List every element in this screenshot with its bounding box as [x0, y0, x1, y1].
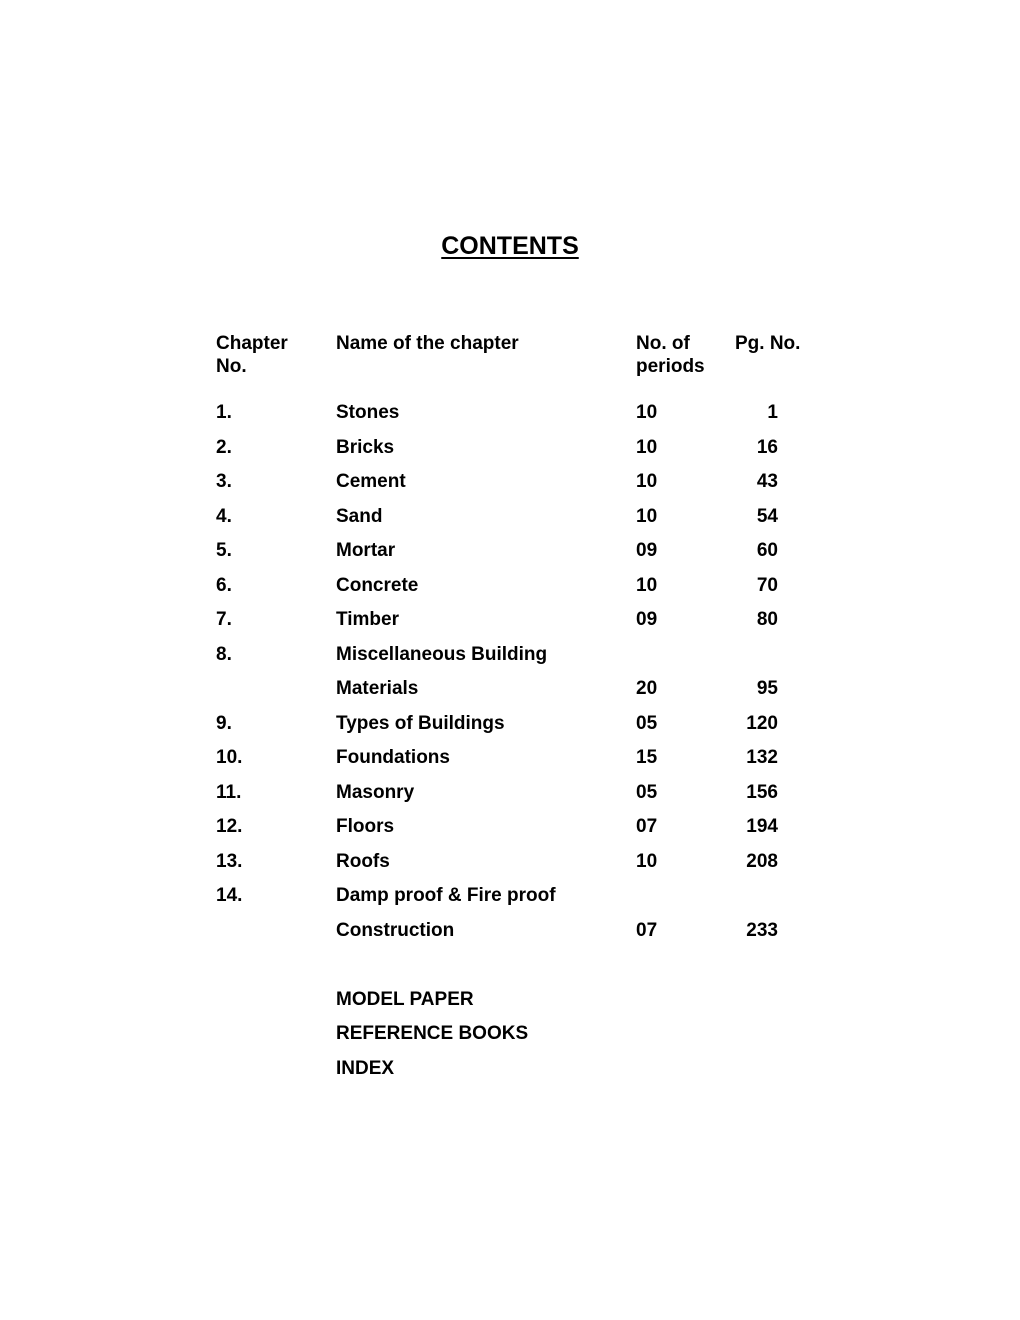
row-1-chapter-no: 1.	[216, 402, 232, 423]
row-11-chapter-name: Masonry	[336, 782, 415, 803]
row-3-page: 43	[756, 471, 778, 492]
header-chapter-no	[216, 332, 288, 378]
header-page-no: Pg. No.	[735, 333, 801, 354]
row-6-chapter-name: Concrete	[336, 575, 419, 596]
header-chapter-no-line-2: No.	[216, 356, 247, 377]
row-10-chapter-no: 10.	[216, 747, 243, 768]
row-14b-periods: 07	[636, 920, 658, 941]
row-8b-chapter-name: Materials	[336, 678, 419, 699]
row-2-chapter-name: Bricks	[336, 437, 395, 458]
appendix-index: INDEX	[336, 1058, 395, 1079]
row-9-chapter-name: Types of Buildings	[336, 713, 505, 734]
header-periods	[636, 332, 705, 378]
row-13-page: 208	[746, 851, 778, 872]
row-12-chapter-no: 12.	[216, 816, 243, 837]
row-12-page: 194	[746, 816, 778, 837]
row-2-chapter-no: 2.	[216, 437, 232, 458]
row-8b-periods: 20	[636, 678, 658, 699]
row-6-page: 70	[756, 575, 778, 596]
row-7-chapter-name: Timber	[336, 609, 400, 630]
row-8-chapter-no: 8.	[216, 644, 232, 665]
row-2-periods: 10	[636, 437, 658, 458]
row-4-chapter-name: Sand	[336, 506, 383, 527]
row-5-chapter-no: 5.	[216, 540, 232, 561]
row-14-chapter-no: 14.	[216, 885, 243, 906]
row-14b-chapter-name: Construction	[336, 920, 455, 941]
row-14-chapter-name: Damp proof & Fire proof	[336, 885, 556, 906]
row-11-page: 156	[746, 782, 778, 803]
row-9-page: 120	[746, 713, 778, 734]
row-7-periods: 09	[636, 609, 658, 630]
row-4-chapter-no: 4.	[216, 506, 232, 527]
row-7-page: 80	[756, 609, 778, 630]
row-1-page: 1	[767, 402, 778, 423]
row-8b-page: 95	[756, 678, 778, 699]
header-chapter-no-line-1: Chapter	[216, 333, 288, 354]
row-13-chapter-no: 13.	[216, 851, 243, 872]
row-13-chapter-name: Roofs	[336, 851, 390, 872]
row-1-periods: 10	[636, 402, 658, 423]
row-4-periods: 10	[636, 506, 658, 527]
header-chapter-name: Name of the chapter	[336, 333, 519, 354]
row-11-chapter-no: 11.	[216, 782, 242, 803]
header-periods-line-2: periods	[636, 356, 705, 377]
row-11-periods: 05	[636, 782, 658, 803]
row-5-periods: 09	[636, 540, 658, 561]
page-title: CONTENTS	[441, 232, 579, 260]
row-14b-page: 233	[746, 920, 778, 941]
row-4-page: 54	[756, 506, 778, 527]
row-13-periods: 10	[636, 851, 658, 872]
appendix-model-paper: MODEL PAPER	[336, 989, 474, 1010]
row-10-chapter-name: Foundations	[336, 747, 450, 768]
row-5-page: 60	[756, 540, 778, 561]
row-10-periods: 15	[636, 747, 658, 768]
row-12-chapter-name: Floors	[336, 816, 395, 837]
row-3-chapter-no: 3.	[216, 471, 232, 492]
row-6-periods: 10	[636, 575, 658, 596]
appendix-reference-books: REFERENCE BOOKS	[336, 1023, 529, 1044]
row-6-chapter-no: 6.	[216, 575, 232, 596]
row-9-periods: 05	[636, 713, 658, 734]
row-8-chapter-name: Miscellaneous Building	[336, 644, 548, 665]
row-9-chapter-no: 9.	[216, 713, 232, 734]
header-periods-line-1: No. of	[636, 333, 690, 354]
row-3-periods: 10	[636, 471, 658, 492]
row-10-page: 132	[746, 747, 778, 768]
row-12-periods: 07	[636, 816, 658, 837]
row-7-chapter-no: 7.	[216, 609, 232, 630]
row-3-chapter-name: Cement	[336, 471, 406, 492]
row-2-page: 16	[756, 437, 778, 458]
row-1-chapter-name: Stones	[336, 402, 400, 423]
row-5-chapter-name: Mortar	[336, 540, 396, 561]
